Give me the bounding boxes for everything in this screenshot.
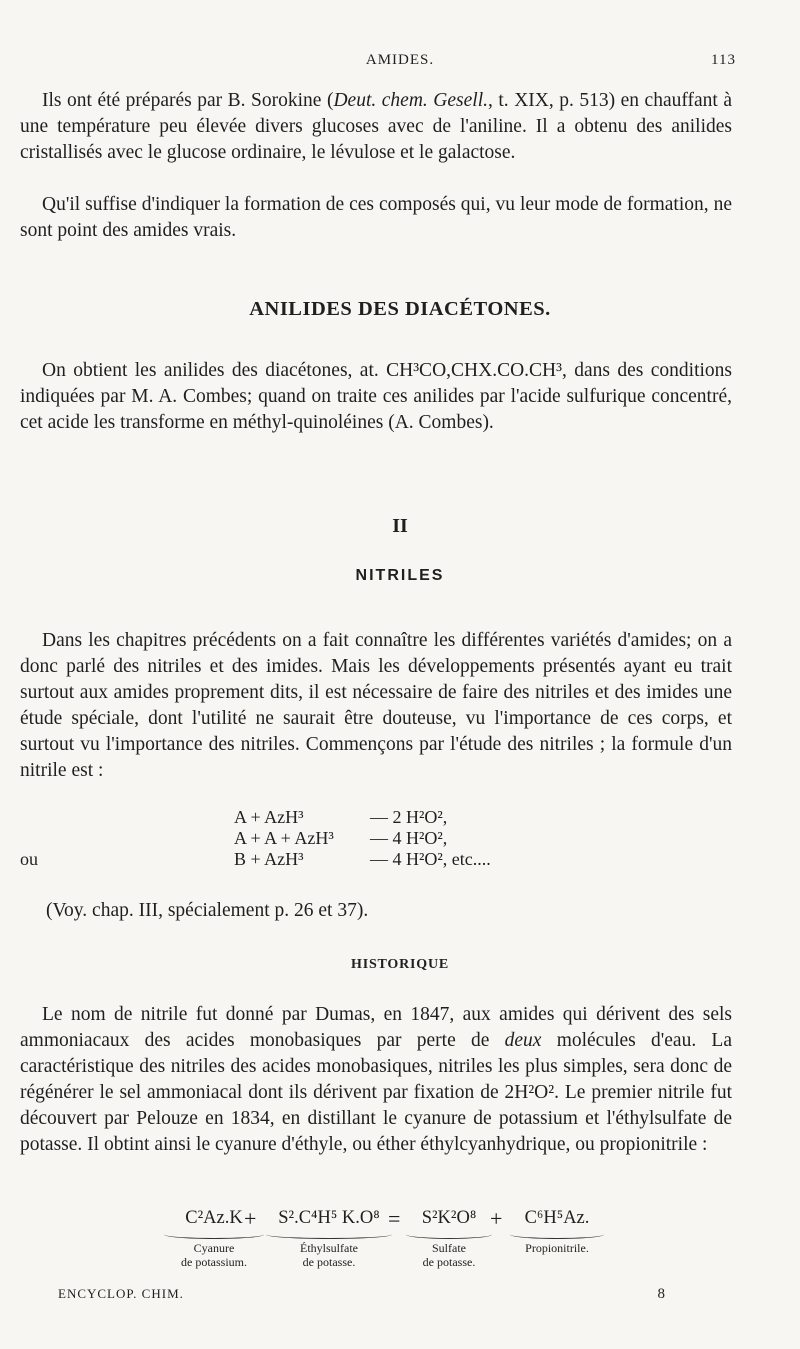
paragraph-diacetones: On obtient les anilides des diacétones, at. CH³CO,CHX.CO.CH³, dans des conditions indiquées par M. A. Combes; quand on traite ces anilides par l'acide sulfurique concentré, cet acide les transforme en méthyl-quinoléines (A. Combes).	[20, 360, 732, 433]
formula-line: A + AzH³ — 2 H²O²,	[234, 807, 448, 827]
running-title: AMIDES.	[365, 52, 435, 68]
journal-reference: Deut. chem. Gesell.	[333, 90, 488, 111]
chapter-title-nitriles: NITRILES	[355, 567, 445, 584]
reactant-cyanure: C²Az.K Cyanure de potassium.	[164, 1208, 264, 1269]
product-sulfate: S²K²O⁸ Sulfate de potasse.	[406, 1208, 492, 1269]
footer-signature: ENCYCLOP. CHIM.	[58, 1286, 184, 1301]
emphasis-deux: deux	[504, 1030, 542, 1051]
page-number: 113	[711, 52, 736, 68]
paragraph-nitriles-intro: Dans les chapitres précédents on a fait connaître les différentes variétés d'amides; on a donc parlé des nitriles et des imides. Mais les développements présentés ayant eu trait surtout aux amides proprement dits, il est nécessaire de faire des nitriles et des imides une étude spéciale, dont l'utilité ne saurait être douteuse, vu l'importance de ces corps, et surtout vu l'importance des nitriles. Commençons par l'étude des nitriles ; la formule d'un nitrile est :	[20, 630, 732, 781]
cross-reference: (Voy. chap. III, spécialement p. 26 et 37).	[46, 900, 369, 921]
equals-sign: =	[388, 1206, 401, 1231]
formula-line: A + A + AzH³ — 4 H²O²,	[234, 828, 448, 848]
plus-sign: +	[490, 1206, 503, 1231]
formula-line: ou B + AzH³ — 4 H²O², etc....	[20, 849, 491, 869]
formula-block	[20, 806, 720, 869]
signature-mark: 8	[657, 1286, 666, 1302]
chapter-number: II	[392, 515, 408, 537]
page-header	[0, 52, 800, 74]
plus-sign: +	[244, 1206, 257, 1231]
section-heading-anilides: ANILIDES DES DIACÉTONES.	[249, 298, 551, 320]
reaction-equation	[0, 1208, 800, 1278]
paragraph-formation: Qu'il suffise d'indiquer la formation de ces composés qui, vu leur mode de formation, ne sont point des amides vrais.	[20, 194, 732, 241]
reactant-ethylsulfate: S².C⁴H⁵ K.O⁸ Éthylsulfate de potasse.	[266, 1208, 392, 1269]
product-propionitrile: C⁶H⁵Az. Propionitrile.	[510, 1208, 604, 1255]
paragraph-sorokine: Ils ont été préparés par B. Sorokine (Deut. chem. Gesell., t. XIX, p. 513) en chauffant à une température peu élevée divers glucoses avec de l'aniline. Il a obtenu des anilides cristallisés avec le glucose ordinaire, le lévulose et le galactose.	[20, 90, 732, 163]
paragraph-historique: Le nom de nitrile fut donné par Dumas, en 1847, aux amides qui dérivent des sels ammoniacaux des acides monobasiques par perte de deux molécules d'eau. La caractéristique des nitriles des acides monobasiques, nitriles les plus simples, sera donc de régénérer le sel ammoniacal dont ils dérivent par fixation de 2H²O². Le premier nitrile fut découvert par Pelouze en 1834, en distillant le cyanure de potassium et l'éthylsulfate de potasse. Il obtint ainsi le cyanure d'éthyle, ou éther éthylcyanhydrique, ou propionitrile :	[20, 1004, 733, 1155]
section-heading-historique: HISTORIQUE	[351, 957, 449, 972]
